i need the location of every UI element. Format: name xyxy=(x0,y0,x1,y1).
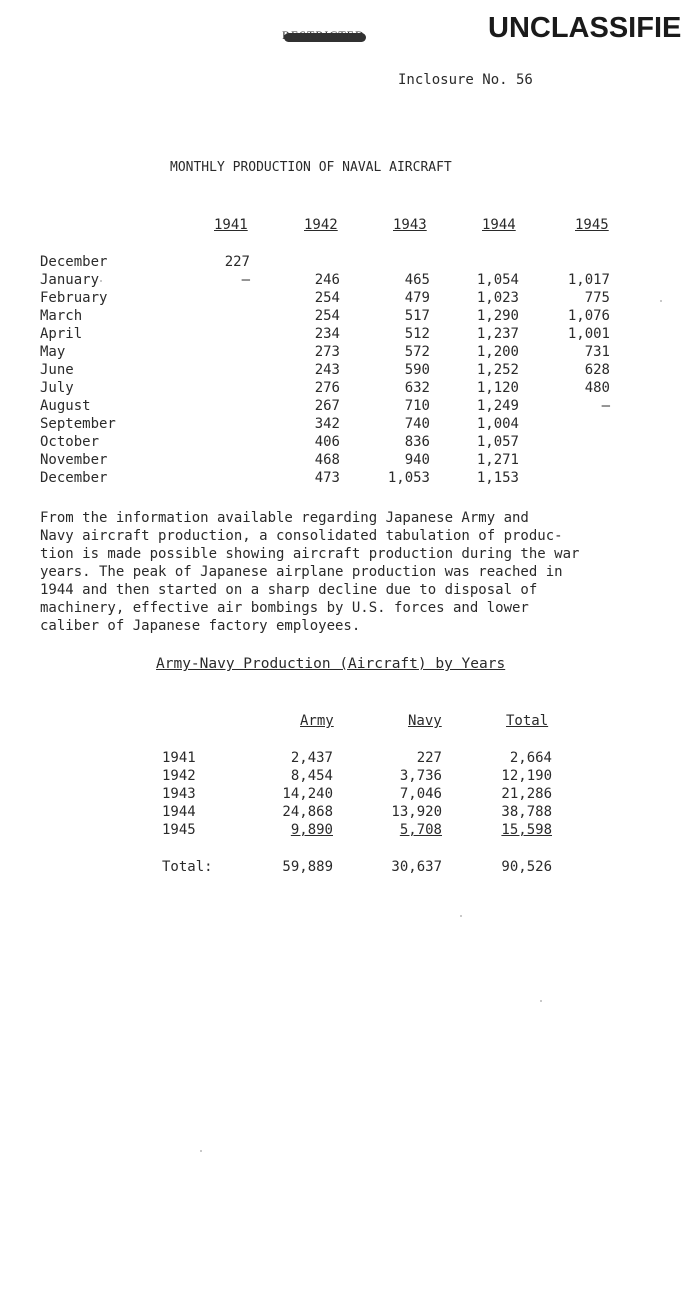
production-value: 1,076 xyxy=(567,308,610,324)
production-value: 234 xyxy=(314,326,340,342)
paragraph-line: 1944 and then started on a sharp decline due to disposal of xyxy=(40,582,538,598)
month-label: December xyxy=(40,254,108,270)
restricted-stamp: RESTRICTED xyxy=(282,28,365,42)
summary-total-army: 59,889 xyxy=(282,859,333,875)
summary-navy-value: 5,708 xyxy=(399,822,442,838)
production-value: 775 xyxy=(584,290,610,306)
summary-total-navy: 30,637 xyxy=(391,859,442,875)
summary-army-value: 24,868 xyxy=(282,804,333,820)
production-value: 267 xyxy=(314,398,340,414)
production-value: 227 xyxy=(224,254,250,270)
month-label: December xyxy=(40,470,108,486)
summary-army-value: 2,437 xyxy=(290,750,333,766)
production-value: 1,237 xyxy=(476,326,519,342)
summary-header-army: Army xyxy=(300,713,334,729)
paragraph-line: machinery, effective air bombings by U.S. forces and lower xyxy=(40,600,529,616)
paper-speck xyxy=(660,300,662,302)
production-value: 246 xyxy=(314,272,340,288)
production-value: 572 xyxy=(404,344,430,360)
body-paragraph xyxy=(40,509,630,635)
year-header-1941: 1941 xyxy=(214,217,248,233)
enclosure-number: Inclosure No. 56 xyxy=(398,72,533,88)
summary-header-total: Total xyxy=(506,713,549,729)
summary-navy-value: 3,736 xyxy=(399,768,442,784)
paragraph-line: tion is made possible showing aircraft production during the war xyxy=(40,546,580,562)
summary-year-label: 1944 xyxy=(162,804,196,820)
paper-speck xyxy=(200,1150,202,1152)
summary-total-label: Total: xyxy=(162,859,213,875)
production-value: 740 xyxy=(404,416,430,432)
production-value: 940 xyxy=(404,452,430,468)
summary-year-label: 1942 xyxy=(162,768,196,784)
production-value: 1,153 xyxy=(476,470,519,486)
summary-navy-value: 7,046 xyxy=(399,786,442,802)
production-value: 1,200 xyxy=(476,344,519,360)
paragraph-line: Navy aircraft production, a consolidated tabulation of produc- xyxy=(40,528,563,544)
production-value: 1,023 xyxy=(476,290,519,306)
summary-year-label: 1945 xyxy=(162,822,196,838)
production-value: 710 xyxy=(404,398,430,414)
month-label: March xyxy=(40,308,83,324)
production-value: 590 xyxy=(404,362,430,378)
paper-speck xyxy=(100,280,102,282)
paragraph-line: years. The peak of Japanese airplane production was reached in xyxy=(40,564,563,580)
production-value: 254 xyxy=(314,290,340,306)
production-value: 276 xyxy=(314,380,340,396)
production-value: 273 xyxy=(314,344,340,360)
year-header-1945: 1945 xyxy=(575,217,609,233)
summary-total-value: 21,286 xyxy=(501,786,552,802)
paper-speck xyxy=(460,915,462,917)
year-header-1943: 1943 xyxy=(393,217,427,233)
production-value: 1,004 xyxy=(476,416,519,432)
summary-year-label: 1941 xyxy=(162,750,196,766)
document-title: MONTHLY PRODUCTION OF NAVAL AIRCRAFT xyxy=(170,160,452,175)
production-value: 406 xyxy=(314,434,340,450)
production-value: 628 xyxy=(584,362,610,378)
production-value: 480 xyxy=(584,380,610,396)
summary-table-title: Army-Navy Production (Aircraft) by Years xyxy=(156,656,506,672)
month-label: August xyxy=(40,398,91,414)
production-value: – xyxy=(601,398,610,414)
summary-year-label: 1943 xyxy=(162,786,196,802)
year-header-1944: 1944 xyxy=(482,217,516,233)
summary-header-navy: Navy xyxy=(408,713,442,729)
summary-total-value: 2,664 xyxy=(509,750,552,766)
summary-army-value: 9,890 xyxy=(290,822,333,838)
production-value: 1,001 xyxy=(567,326,610,342)
month-label: September xyxy=(40,416,116,432)
summary-total-value: 12,190 xyxy=(501,768,552,784)
production-value: 468 xyxy=(314,452,340,468)
production-value: 1,252 xyxy=(476,362,519,378)
year-header-1942: 1942 xyxy=(304,217,338,233)
production-value: 1,053 xyxy=(387,470,430,486)
summary-total-total: 90,526 xyxy=(501,859,552,875)
production-value: 342 xyxy=(314,416,340,432)
production-value: 465 xyxy=(404,272,430,288)
month-label: October xyxy=(40,434,100,450)
summary-navy-value: 13,920 xyxy=(391,804,442,820)
month-label: June xyxy=(40,362,74,378)
summary-army-value: 8,454 xyxy=(290,768,333,784)
month-label: February xyxy=(40,290,108,306)
month-label: April xyxy=(40,326,83,342)
production-value: – xyxy=(241,272,250,288)
production-value: 517 xyxy=(404,308,430,324)
summary-total-value: 15,598 xyxy=(501,822,552,838)
production-value: 1,054 xyxy=(476,272,519,288)
summary-navy-value: 227 xyxy=(416,750,442,766)
production-value: 473 xyxy=(314,470,340,486)
month-label: May xyxy=(40,344,66,360)
paragraph-line: From the information available regarding Japanese Army and xyxy=(40,510,529,526)
classification-stamp: UNCLASSIFIE xyxy=(488,12,682,44)
production-value: 731 xyxy=(584,344,610,360)
paragraph-line: caliber of Japanese factory employees. xyxy=(40,618,361,634)
production-value: 1,017 xyxy=(567,272,610,288)
production-value: 479 xyxy=(404,290,430,306)
production-value: 243 xyxy=(314,362,340,378)
production-value: 836 xyxy=(404,434,430,450)
production-value: 1,249 xyxy=(476,398,519,414)
month-label: July xyxy=(40,380,74,396)
production-value: 1,290 xyxy=(476,308,519,324)
production-value: 512 xyxy=(404,326,430,342)
summary-total-value: 38,788 xyxy=(501,804,552,820)
production-value: 1,271 xyxy=(476,452,519,468)
month-label: January xyxy=(40,272,100,288)
summary-army-value: 14,240 xyxy=(282,786,333,802)
production-value: 1,120 xyxy=(476,380,519,396)
production-value: 632 xyxy=(404,380,430,396)
paper-speck xyxy=(540,1000,542,1002)
month-label: November xyxy=(40,452,108,468)
production-value: 254 xyxy=(314,308,340,324)
production-value: 1,057 xyxy=(476,434,519,450)
